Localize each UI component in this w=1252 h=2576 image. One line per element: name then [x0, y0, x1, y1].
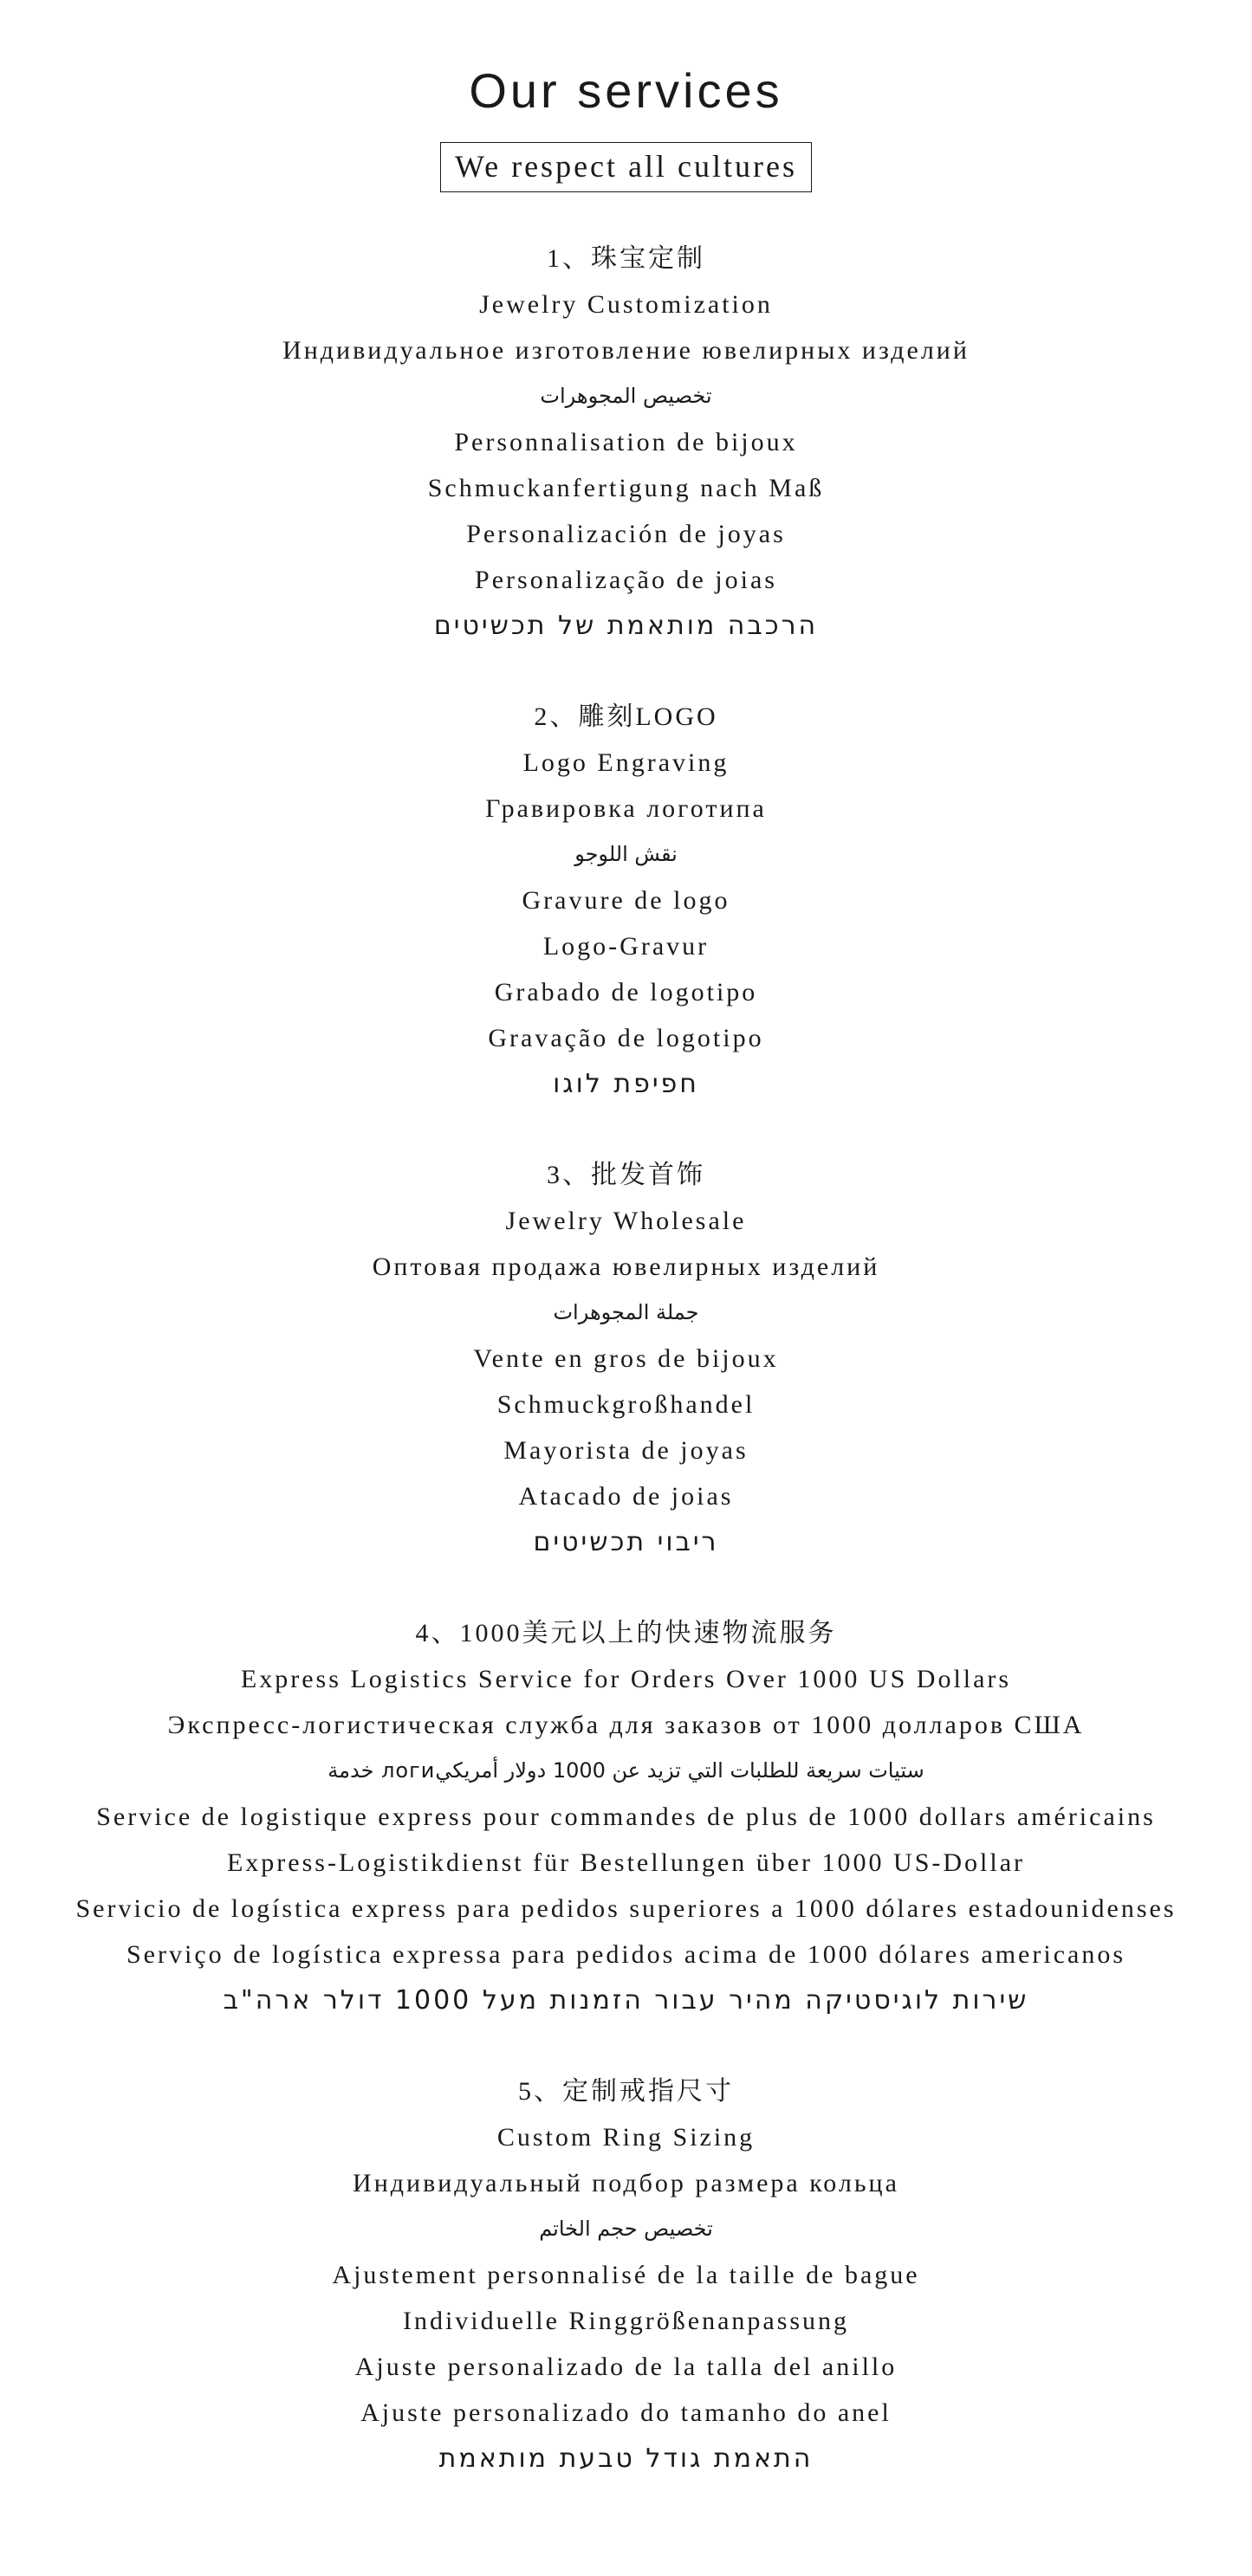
text-french: Personnalisation de bijoux	[454, 428, 798, 456]
text-french: Ajustement personnalisé de la taille de bague	[332, 2261, 920, 2289]
text-portuguese: Atacado de joias	[518, 1482, 734, 1511]
service-section-2	[485, 694, 767, 1107]
text-hebrew: הרכבה מותאמת של תכשיטים	[433, 611, 819, 641]
text-portuguese: Serviço de logística expressa para pedidos acima de 1000 dólares americanos	[126, 1940, 1126, 1969]
text-english: Logo Engraving	[522, 748, 730, 777]
text-arabic: نقش اللوجو	[574, 842, 678, 866]
text-hebrew: ריבוי תכשיטים	[533, 1527, 719, 1557]
text-german: Logo-Gravur	[542, 932, 710, 961]
text-arabic: جملة المجوهرات	[553, 1300, 699, 1324]
text-english: Jewelry Customization	[479, 290, 773, 319]
text-arabic: ستيات سريعة للطلبات التي تزيد عن 1000 دولار أمريكيлоги خدمة	[328, 1758, 924, 1783]
section-heading: 3、批发首饰	[546, 1161, 705, 1189]
section-heading: 1、珠宝定制	[547, 244, 705, 273]
text-french: Gravure de logo	[522, 886, 730, 915]
section-heading: 2、雕刻LOGO	[534, 702, 718, 731]
section-heading: 5、定制戒指尺寸	[518, 2077, 734, 2106]
text-german: Express-Logistikdienst für Bestellungen über 1000 US-Dollar	[226, 1848, 1026, 1877]
text-german: Schmuckgroßhandel	[496, 1390, 756, 1419]
text-french: Service de logistique express pour commandes de plus de 1000 dollars américains	[96, 1803, 1156, 1831]
section-heading: 4、1000美元以上的快速物流服务	[415, 1619, 837, 1647]
text-english: Jewelry Wholesale	[505, 1207, 747, 1235]
text-russian: Гравировка логотипа	[485, 794, 767, 823]
text-spanish: Servicio de logística express para pedidos superiores a 1000 dólares estadounidenses	[75, 1894, 1177, 1923]
text-spanish: Mayorista de joyas	[503, 1436, 749, 1465]
service-section-5	[332, 2068, 919, 2482]
text-spanish: Personalización de joyas	[466, 520, 786, 548]
text-hebrew: התאמת גודל טבעת מותאמת	[438, 2443, 814, 2474]
service-section-4	[75, 1610, 1176, 2023]
text-spanish: Grabado de logotipo	[494, 978, 758, 1006]
text-hebrew: חפיפת לוגו	[553, 1069, 699, 1099]
text-russian: Индивидуальный подбор размера кольца	[353, 2169, 899, 2197]
text-spanish: Ajuste personalizado de la talla del anillo	[354, 2353, 898, 2381]
text-german: Schmuckanfertigung nach Maß	[427, 474, 825, 502]
text-russian: Оптовая продажа ювелирных изделий	[372, 1252, 880, 1281]
text-russian: Индивидуальное изготовление ювелирных изделий	[282, 336, 970, 365]
text-arabic: تخصيص حجم الخاتم	[539, 2217, 713, 2241]
text-english: Custom Ring Sizing	[496, 2123, 756, 2152]
text-portuguese: Gravação de logotipo	[488, 1024, 764, 1052]
subtitle-box: We respect all cultures	[440, 142, 812, 192]
text-french: Vente en gros de bijoux	[473, 1344, 779, 1373]
service-section-3	[373, 1152, 880, 1565]
page-title: Our services	[469, 63, 783, 118]
text-english: Express Logistics Service for Orders Over 1000 US Dollars	[240, 1665, 1012, 1693]
text-german: Individuelle Ringgrößenanpassung	[402, 2307, 850, 2335]
text-arabic: تخصيص المجوهرات	[540, 384, 712, 408]
text-russian: Экспресс-логистическая служба для заказов от 1000 долларов США	[167, 1711, 1085, 1739]
text-hebrew: שירות לוגיסטיקה מהיר עבור הזמנות מעל 1000 דולר ארה"ב	[223, 1985, 1029, 2016]
text-portuguese: Personalização de joias	[475, 566, 777, 594]
service-section-1	[282, 236, 970, 649]
text-portuguese: Ajuste personalizado do tamanho do anel	[360, 2398, 892, 2427]
